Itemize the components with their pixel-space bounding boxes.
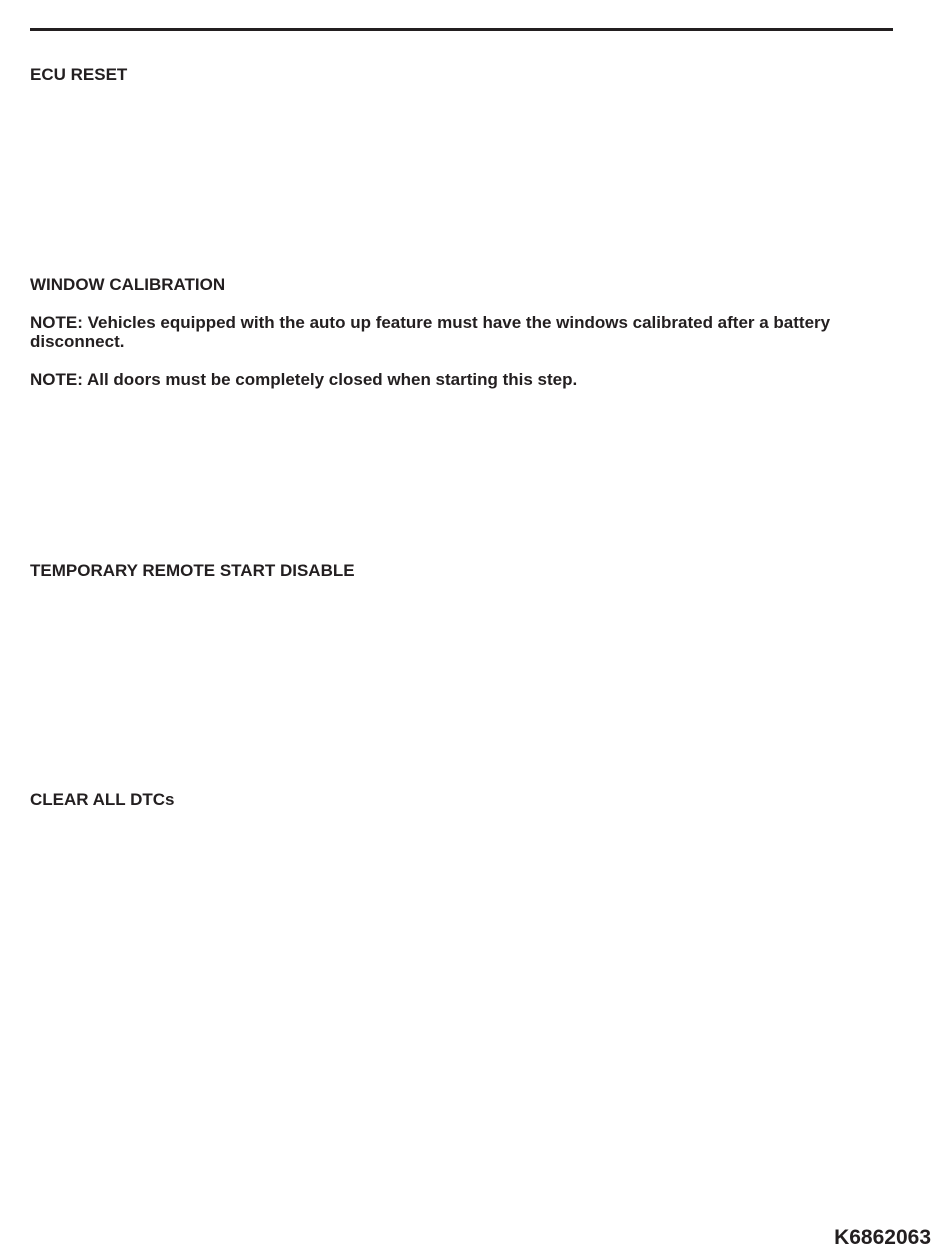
clear-dtcs-heading: CLEAR ALL DTCs (30, 790, 175, 809)
figure-code: K6862063 (834, 1226, 931, 1249)
window-calibration-heading: WINDOW CALIBRATION (30, 275, 226, 294)
window-calibration-note-battery: NOTE: Vehicles equipped with the auto up feature must have the windows calibrated after a battery disconnect. (30, 313, 831, 351)
top-divider (30, 28, 893, 31)
window-calibration-note-doors: NOTE: All doors must be completely closed when starting this step. (30, 370, 578, 389)
remote-start-disable-heading: TEMPORARY REMOTE START DISABLE (30, 561, 355, 580)
ecu-reset-heading: ECU RESET (30, 65, 128, 84)
